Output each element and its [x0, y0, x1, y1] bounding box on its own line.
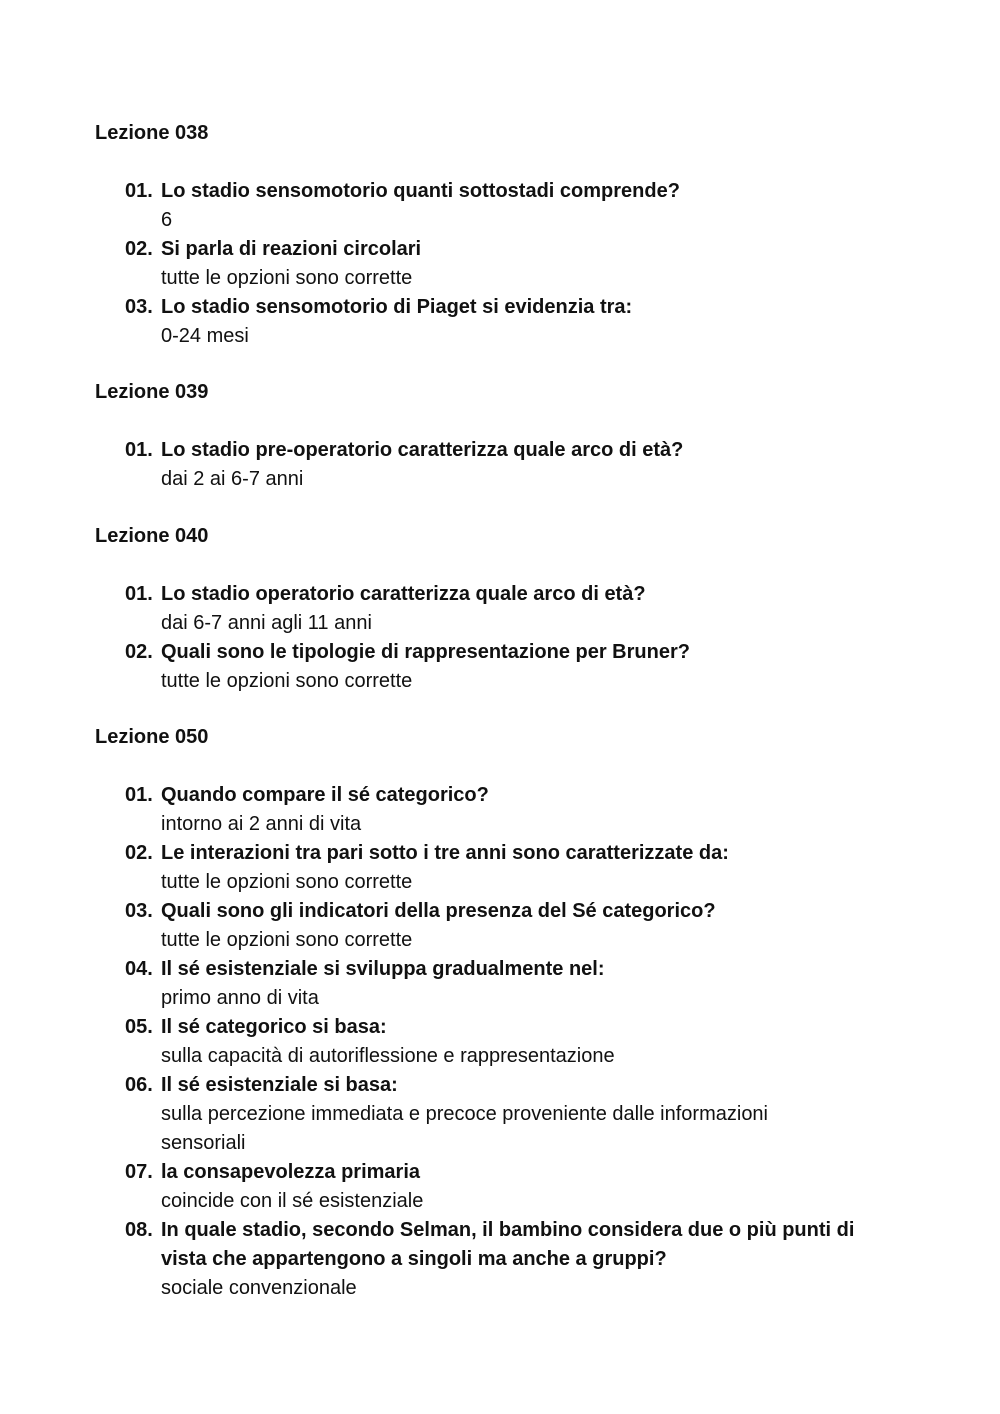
- question-text: Quali sono gli indicatori della presenza del Sé categorico?: [161, 900, 716, 922]
- question-number: 08.: [125, 1219, 153, 1241]
- question-text: Il sé esistenziale si sviluppa gradualmente nel:: [161, 958, 605, 980]
- question-item: [95, 580, 895, 638]
- question-item: [95, 293, 895, 351]
- question-text: Lo stadio operatorio caratterizza quale arco di età?: [161, 583, 646, 605]
- question-number: 05.: [125, 1016, 153, 1038]
- answer-text: dai 6-7 anni agli 11 anni: [161, 612, 372, 634]
- question-text: Lo stadio sensomotorio quanti sottostadi comprende?: [161, 180, 680, 202]
- question-item: [95, 436, 895, 494]
- lesson-title: Lezione 050: [95, 726, 209, 748]
- question-number: 03.: [125, 296, 153, 318]
- answer-text: sulla percezione immediata e precoce proveniente dalle informazioni sensoriali: [161, 1103, 769, 1154]
- question-item: [95, 839, 895, 897]
- answer-text: 0-24 mesi: [161, 325, 249, 347]
- question-text: Quando compare il sé categorico?: [161, 784, 489, 806]
- question-text: In quale stadio, secondo Selman, il bambino considera due o più punti di vista che appartengono a singoli ma anche a gruppi?: [161, 1219, 855, 1270]
- question-item: [95, 1216, 895, 1303]
- question-list: [95, 580, 895, 696]
- question-number: 06.: [125, 1074, 153, 1096]
- question-item: [95, 955, 895, 1013]
- answer-text: tutte le opzioni sono corrette: [161, 871, 413, 893]
- question-item: [95, 897, 895, 955]
- answer-text: sulla capacità di autoriflessione e rappresentazione: [161, 1045, 615, 1067]
- lesson-title: Lezione 039: [95, 381, 209, 403]
- question-number: 02.: [125, 238, 153, 260]
- question-item: [95, 781, 895, 839]
- question-text: Il sé categorico si basa:: [161, 1016, 387, 1038]
- question-text: Lo stadio sensomotorio di Piaget si evidenzia tra:: [161, 296, 633, 318]
- question-item: [95, 638, 895, 696]
- answer-text: dai 2 ai 6-7 anni: [161, 468, 304, 490]
- answer-text: primo anno di vita: [161, 987, 319, 1009]
- answer-text: tutte le opzioni sono corrette: [161, 929, 413, 951]
- question-item: [95, 1071, 895, 1158]
- question-item: [95, 235, 895, 293]
- lesson-040: [95, 522, 895, 696]
- question-text: Quali sono le tipologie di rappresentazione per Bruner?: [161, 641, 690, 663]
- answer-text: 6: [161, 209, 173, 231]
- question-number: 01.: [125, 439, 153, 461]
- lesson-title: Lezione 038: [95, 122, 209, 144]
- question-number: 04.: [125, 958, 153, 980]
- question-list: [95, 177, 895, 351]
- answer-text: coincide con il sé esistenziale: [161, 1190, 424, 1212]
- question-number: 03.: [125, 900, 153, 922]
- question-number: 02.: [125, 641, 153, 663]
- question-item: [95, 1013, 895, 1071]
- lesson-title: Lezione 040: [95, 525, 209, 547]
- question-number: 07.: [125, 1161, 153, 1183]
- question-text: Il sé esistenziale si basa:: [161, 1074, 398, 1096]
- question-list: [95, 436, 895, 494]
- answer-text: tutte le opzioni sono corrette: [161, 670, 413, 692]
- question-text: Si parla di reazioni circolari: [161, 238, 422, 260]
- question-number: 01.: [125, 583, 153, 605]
- answer-text: tutte le opzioni sono corrette: [161, 267, 413, 289]
- question-number: 02.: [125, 842, 153, 864]
- answer-text: intorno ai 2 anni di vita: [161, 813, 362, 835]
- question-number: 01.: [125, 180, 153, 202]
- question-item: [95, 1158, 895, 1216]
- question-text: la consapevolezza primaria: [161, 1161, 421, 1183]
- question-list: [95, 781, 895, 1303]
- question-text: Le interazioni tra pari sotto i tre anni sono caratterizzate da:: [161, 842, 729, 864]
- question-number: 01.: [125, 784, 153, 806]
- question-item: [95, 177, 895, 235]
- lesson-050: [95, 723, 895, 1303]
- question-text: Lo stadio pre-operatorio caratterizza quale arco di età?: [161, 439, 684, 461]
- answer-text: sociale convenzionale: [161, 1277, 357, 1299]
- lesson-038: [95, 119, 895, 351]
- lesson-039: [95, 378, 895, 494]
